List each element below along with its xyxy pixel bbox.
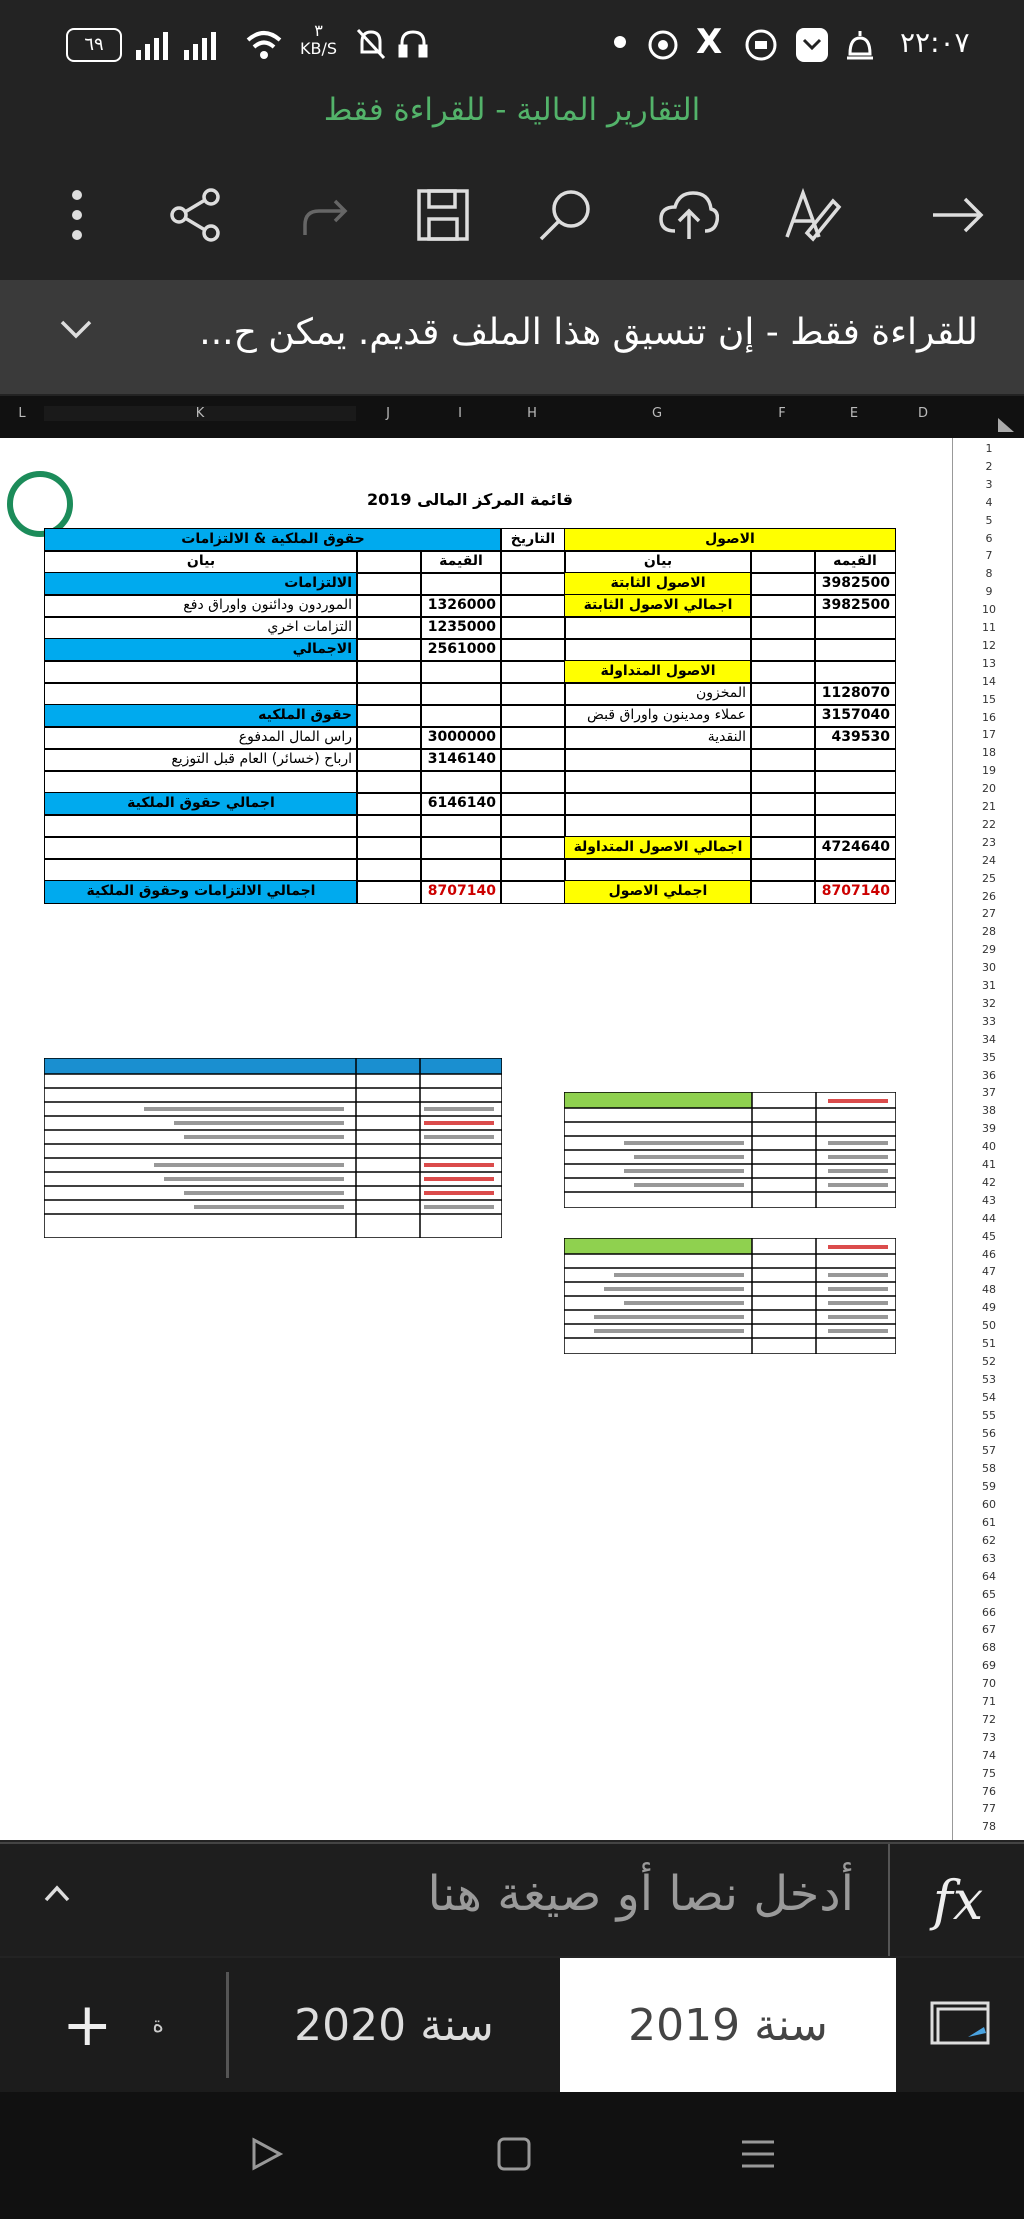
- fixed-assets-label[interactable]: الاصول الثابتة: [564, 572, 752, 596]
- cell[interactable]: [356, 616, 422, 640]
- cell[interactable]: [564, 770, 752, 794]
- cell[interactable]: [420, 858, 502, 882]
- row-number[interactable]: 65: [982, 1587, 996, 1601]
- app-icon: [646, 28, 680, 69]
- tab-partial-label[interactable]: ة: [152, 2012, 164, 2038]
- spreadsheet-grid[interactable]: [0, 438, 952, 1840]
- total-current-value[interactable]: 4724640: [814, 836, 896, 860]
- sheet-tabs: [0, 1958, 1024, 2092]
- cell[interactable]: [420, 704, 502, 728]
- cell[interactable]: [564, 616, 752, 640]
- row-number[interactable]: 29: [982, 943, 996, 957]
- row-number[interactable]: 62: [982, 1533, 996, 1547]
- back-nav-icon[interactable]: [248, 2136, 284, 2176]
- cell[interactable]: [564, 748, 752, 772]
- signal-icon: [136, 30, 226, 67]
- cell[interactable]: [750, 594, 816, 618]
- row-number[interactable]: 38: [982, 1104, 996, 1118]
- cell[interactable]: [750, 858, 816, 882]
- cell[interactable]: [356, 770, 422, 794]
- cash-label[interactable]: النقدية: [564, 726, 752, 750]
- fx-button[interactable]: fx: [888, 1844, 1024, 1956]
- add-sheet-button[interactable]: [0, 1958, 226, 2092]
- cell[interactable]: [750, 836, 816, 860]
- desc-header-left[interactable]: بيان: [44, 550, 358, 574]
- chevron-down-icon[interactable]: [58, 318, 94, 346]
- chevron-up-icon[interactable]: [42, 1884, 72, 1908]
- column-header[interactable]: I: [458, 406, 462, 421]
- capital-value[interactable]: 3000000: [420, 726, 502, 750]
- row-number[interactable]: 69: [982, 1659, 996, 1673]
- cell[interactable]: [356, 814, 422, 838]
- report-title[interactable]: قائمة المركز المالى 2019: [366, 490, 573, 509]
- row-number[interactable]: 48: [982, 1283, 996, 1297]
- receivables-label[interactable]: عملاء ومدينون واوراق قبض: [564, 704, 752, 728]
- row-number[interactable]: 53: [982, 1372, 996, 1386]
- inventory-value[interactable]: 1128070: [814, 682, 896, 706]
- row-number[interactable]: 3: [985, 477, 993, 491]
- total-liab-equity-value[interactable]: 8707140: [420, 880, 502, 904]
- total-current-label[interactable]: اجمالي الاصول المتداولة: [564, 836, 752, 860]
- formula-input[interactable]: أدخل نصا أو صيغة هنا: [427, 1866, 854, 1922]
- row-number[interactable]: 76: [982, 1784, 996, 1798]
- cell[interactable]: [356, 880, 422, 904]
- cell[interactable]: [750, 660, 816, 684]
- row-number[interactable]: 16: [982, 710, 996, 724]
- row-number[interactable]: 40: [982, 1140, 996, 1154]
- total-equity-value[interactable]: 6146140: [420, 792, 502, 816]
- liab-header[interactable]: حقوق الملكية & الالتزامات: [44, 528, 502, 552]
- cell[interactable]: [750, 638, 816, 662]
- row-number[interactable]: 45: [982, 1229, 996, 1243]
- cell[interactable]: [564, 858, 752, 882]
- cell[interactable]: [44, 858, 358, 882]
- total-liab-equity-label[interactable]: اجمالي الالتزامات وحقوق الملكية: [44, 880, 358, 904]
- row-number[interactable]: 61: [982, 1516, 996, 1529]
- equity-label[interactable]: حقوق الملكيه: [44, 704, 358, 728]
- alarm-icon: [844, 28, 876, 69]
- row-number[interactable]: 21: [982, 800, 996, 813]
- row-number[interactable]: 19: [982, 764, 996, 778]
- expenses-table-blurred[interactable]: [564, 1092, 896, 1208]
- row-number[interactable]: 18: [982, 746, 996, 760]
- cell[interactable]: [500, 836, 566, 860]
- cell[interactable]: [420, 836, 502, 860]
- income-table-blurred[interactable]: [44, 1058, 502, 1238]
- cell[interactable]: [564, 814, 752, 838]
- date-header[interactable]: التاريخ: [500, 528, 566, 552]
- cell[interactable]: [44, 682, 358, 706]
- row-number[interactable]: 25: [982, 871, 996, 885]
- save-icon[interactable]: [408, 180, 478, 250]
- suppliers-value[interactable]: 1326000: [420, 594, 502, 618]
- row-number[interactable]: 14: [982, 674, 996, 688]
- row-header-bar: [952, 438, 1024, 1840]
- cell[interactable]: [356, 704, 422, 728]
- row-number[interactable]: 75: [982, 1766, 996, 1780]
- status-bar: [0, 0, 1024, 90]
- cell[interactable]: [814, 616, 896, 640]
- cell[interactable]: [500, 660, 566, 684]
- cell[interactable]: [750, 770, 816, 794]
- cell[interactable]: [500, 682, 566, 706]
- redo-icon[interactable]: [288, 180, 358, 250]
- row-number[interactable]: 8: [985, 567, 993, 581]
- row-number[interactable]: 28: [982, 925, 996, 939]
- row-number[interactable]: 78: [982, 1820, 996, 1834]
- total-label[interactable]: الاجمالي: [44, 638, 358, 662]
- row-number[interactable]: 41: [982, 1158, 996, 1171]
- total-assets-label[interactable]: اجملي الاصول: [564, 880, 752, 904]
- row-number[interactable]: 17: [982, 728, 996, 742]
- receivables-value[interactable]: 3157040: [814, 704, 896, 728]
- more-options-icon[interactable]: [42, 180, 112, 250]
- row-number[interactable]: 1: [985, 442, 993, 455]
- row-number[interactable]: 74: [982, 1748, 996, 1762]
- costs-table-blurred[interactable]: [564, 1238, 896, 1354]
- cell[interactable]: [500, 704, 566, 728]
- cell[interactable]: [420, 572, 502, 596]
- mute-bell-icon: [356, 28, 386, 67]
- notice-text: للقراءة فقط - إن تنسيق هذا الملف قديم. يمكن ح...: [199, 312, 978, 353]
- cell[interactable]: [44, 770, 358, 794]
- profits-value[interactable]: 3146140: [420, 748, 502, 772]
- cell[interactable]: [750, 704, 816, 728]
- row-number[interactable]: 44: [982, 1211, 996, 1225]
- navigation-bar: [0, 2092, 1024, 2219]
- cell[interactable]: [500, 858, 566, 882]
- cell[interactable]: [356, 836, 422, 860]
- cell[interactable]: [564, 638, 752, 662]
- cell[interactable]: [356, 726, 422, 750]
- cell[interactable]: [500, 550, 566, 574]
- forward-arrow-icon[interactable]: [922, 180, 992, 250]
- row-number[interactable]: 6: [985, 531, 993, 545]
- row-number[interactable]: 12: [982, 638, 996, 652]
- row-number[interactable]: 50: [982, 1319, 996, 1333]
- cell[interactable]: [500, 880, 566, 904]
- x-app-icon: X: [696, 22, 723, 62]
- row-number[interactable]: 58: [982, 1462, 996, 1476]
- cloud-upload-icon[interactable]: [654, 180, 724, 250]
- cell[interactable]: [500, 726, 566, 750]
- row-number[interactable]: 70: [982, 1677, 996, 1691]
- sheet-view-icon[interactable]: [896, 1958, 1024, 2092]
- read-only-notice[interactable]: [0, 280, 1024, 394]
- cell[interactable]: [564, 792, 752, 816]
- cell[interactable]: [750, 572, 816, 596]
- message-icon: [744, 28, 778, 69]
- row-number[interactable]: 49: [982, 1301, 996, 1315]
- column-header[interactable]: H: [527, 406, 537, 421]
- value-header-right[interactable]: القيمه: [814, 550, 896, 574]
- cell[interactable]: [500, 572, 566, 596]
- wifi-icon: [244, 28, 284, 69]
- row-number[interactable]: 5: [985, 513, 993, 527]
- row-number[interactable]: 60: [982, 1498, 996, 1512]
- row-number[interactable]: 20: [982, 782, 996, 796]
- cell[interactable]: [500, 616, 566, 640]
- clock: ٢٢:٠٧: [900, 26, 970, 59]
- speed-indicator: ٣ KB/S: [300, 21, 338, 58]
- other-liab-label[interactable]: التزامات اخري: [44, 616, 358, 640]
- row-number[interactable]: 7: [985, 549, 993, 563]
- column-header[interactable]: E: [849, 406, 859, 421]
- cell[interactable]: [814, 770, 896, 794]
- battery-indicator: ٦٩: [66, 28, 122, 62]
- row-number[interactable]: 26: [982, 889, 996, 903]
- liabilities-label[interactable]: الالتزامات: [44, 572, 358, 596]
- column-header[interactable]: G: [651, 406, 663, 421]
- cell[interactable]: [814, 792, 896, 816]
- cell[interactable]: [44, 836, 358, 860]
- cell[interactable]: [356, 572, 422, 596]
- column-header-bar: [0, 396, 1024, 438]
- cell[interactable]: [356, 792, 422, 816]
- headset-icon: [398, 28, 428, 67]
- cell[interactable]: [356, 550, 422, 574]
- row-number[interactable]: 15: [982, 692, 996, 706]
- select-all-corner[interactable]: [952, 396, 1024, 438]
- row-number[interactable]: 52: [982, 1354, 996, 1368]
- add-icon[interactable]: +: [62, 1990, 113, 2060]
- tab-2020[interactable]: سنة 2020: [294, 1999, 494, 2051]
- search-icon[interactable]: [530, 180, 600, 250]
- row-number[interactable]: 77: [982, 1802, 996, 1816]
- cell[interactable]: [750, 880, 816, 904]
- row-number[interactable]: 32: [982, 996, 996, 1010]
- cell[interactable]: [500, 748, 566, 772]
- cell[interactable]: [500, 814, 566, 838]
- row-number[interactable]: 68: [982, 1641, 996, 1655]
- row-number[interactable]: 9: [985, 585, 993, 599]
- row-number[interactable]: 51: [982, 1337, 996, 1350]
- row-number[interactable]: 43: [982, 1193, 996, 1207]
- total-fixed-value[interactable]: 3982500: [814, 594, 896, 618]
- row-number[interactable]: 42: [982, 1175, 996, 1189]
- cash-value[interactable]: 439530: [814, 726, 896, 750]
- cell[interactable]: [420, 682, 502, 706]
- cell[interactable]: [814, 660, 896, 684]
- row-number[interactable]: 63: [982, 1551, 996, 1565]
- cell[interactable]: [750, 748, 816, 772]
- cell[interactable]: [356, 682, 422, 706]
- row-number[interactable]: 66: [982, 1605, 996, 1619]
- current-assets-label[interactable]: الاصول المتداولة: [564, 660, 752, 684]
- other-liab-value[interactable]: 1235000: [420, 616, 502, 640]
- menu-nav-icon[interactable]: [740, 2136, 776, 2176]
- cell[interactable]: [750, 792, 816, 816]
- row-number[interactable]: 67: [982, 1623, 996, 1637]
- row-number[interactable]: 56: [982, 1426, 996, 1440]
- row-number[interactable]: 27: [982, 907, 996, 921]
- cell[interactable]: [420, 814, 502, 838]
- cell[interactable]: [500, 792, 566, 816]
- cell[interactable]: [44, 660, 358, 684]
- row-number[interactable]: 57: [982, 1444, 996, 1458]
- value-header-left[interactable]: القيمة: [420, 550, 502, 574]
- row-number[interactable]: 11: [982, 621, 996, 634]
- edit-format-icon[interactable]: [778, 180, 848, 250]
- row-number[interactable]: 39: [982, 1122, 996, 1136]
- row-number[interactable]: 72: [982, 1712, 996, 1726]
- cell[interactable]: [750, 682, 816, 706]
- row-number[interactable]: 71: [982, 1695, 996, 1708]
- row-number[interactable]: 36: [982, 1068, 996, 1082]
- cell[interactable]: [750, 814, 816, 838]
- cell[interactable]: [420, 770, 502, 794]
- row-number[interactable]: 54: [982, 1390, 996, 1404]
- cell[interactable]: [356, 858, 422, 882]
- assets-header[interactable]: الاصول: [564, 528, 896, 552]
- row-number[interactable]: 55: [982, 1408, 996, 1422]
- row-number[interactable]: 46: [982, 1247, 996, 1261]
- fixed-assets-value[interactable]: 3982500: [814, 572, 896, 596]
- cell[interactable]: [44, 814, 358, 838]
- inventory-label[interactable]: المخزون: [564, 682, 752, 706]
- document-title: التقارير المالية - للقراءة فقط: [323, 92, 701, 128]
- column-header[interactable]: F: [778, 406, 786, 421]
- cell[interactable]: [750, 550, 816, 574]
- total-assets-value[interactable]: 8707140: [814, 880, 896, 904]
- row-number[interactable]: 30: [982, 961, 996, 975]
- desc-header-right[interactable]: بيان: [564, 550, 752, 574]
- notification-dot: [614, 36, 626, 48]
- row-number[interactable]: 22: [982, 817, 996, 831]
- column-header[interactable]: D: [917, 406, 928, 421]
- cell[interactable]: [356, 594, 422, 618]
- row-number[interactable]: 13: [982, 656, 996, 670]
- profits-label[interactable]: ارباح (خسائر) العام قبل التوزيع: [44, 748, 358, 772]
- row-number[interactable]: 31: [982, 979, 996, 992]
- column-header[interactable]: J: [386, 406, 390, 421]
- row-number[interactable]: 59: [982, 1480, 996, 1494]
- row-number[interactable]: 37: [982, 1086, 996, 1100]
- cell[interactable]: [750, 616, 816, 640]
- total-fixed-label[interactable]: اجمالي الاصول الثابتة: [564, 594, 752, 618]
- hala-app-icon: [794, 26, 830, 71]
- cell[interactable]: [500, 594, 566, 618]
- cell[interactable]: [420, 660, 502, 684]
- cell[interactable]: [814, 748, 896, 772]
- cell[interactable]: [814, 638, 896, 662]
- column-header[interactable]: K: [44, 406, 356, 421]
- cell[interactable]: [814, 814, 896, 838]
- row-number[interactable]: 24: [982, 853, 996, 867]
- row-number[interactable]: 47: [982, 1265, 996, 1279]
- cell[interactable]: [750, 726, 816, 750]
- row-number[interactable]: 23: [982, 835, 996, 849]
- column-header[interactable]: L: [18, 406, 26, 421]
- cell[interactable]: [356, 660, 422, 684]
- total-value[interactable]: 2561000: [420, 638, 502, 662]
- capital-label[interactable]: راس المال المدفوع: [44, 726, 358, 750]
- cell[interactable]: [356, 748, 422, 772]
- cell[interactable]: [356, 638, 422, 662]
- row-number[interactable]: 73: [982, 1730, 996, 1744]
- row-number[interactable]: 35: [982, 1050, 996, 1064]
- row-number[interactable]: 2: [985, 459, 993, 473]
- row-number[interactable]: 33: [982, 1014, 996, 1028]
- suppliers-label[interactable]: الموردون ودائنون واوراق دفع: [44, 594, 358, 618]
- row-number[interactable]: 64: [982, 1569, 996, 1583]
- share-icon[interactable]: [160, 180, 230, 250]
- home-nav-icon[interactable]: [496, 2136, 532, 2176]
- toolbar: [0, 160, 1024, 270]
- row-number[interactable]: 10: [982, 603, 996, 617]
- row-number[interactable]: 4: [985, 495, 993, 509]
- formula-bar: [0, 1842, 1024, 1956]
- row-number[interactable]: 34: [982, 1032, 996, 1046]
- tab-2019[interactable]: سنة 2019: [560, 1958, 896, 2092]
- total-equity-label[interactable]: اجمالي حقوق الملكية: [44, 792, 358, 816]
- cell[interactable]: [500, 770, 566, 794]
- cell[interactable]: [500, 638, 566, 662]
- cell[interactable]: [814, 858, 896, 882]
